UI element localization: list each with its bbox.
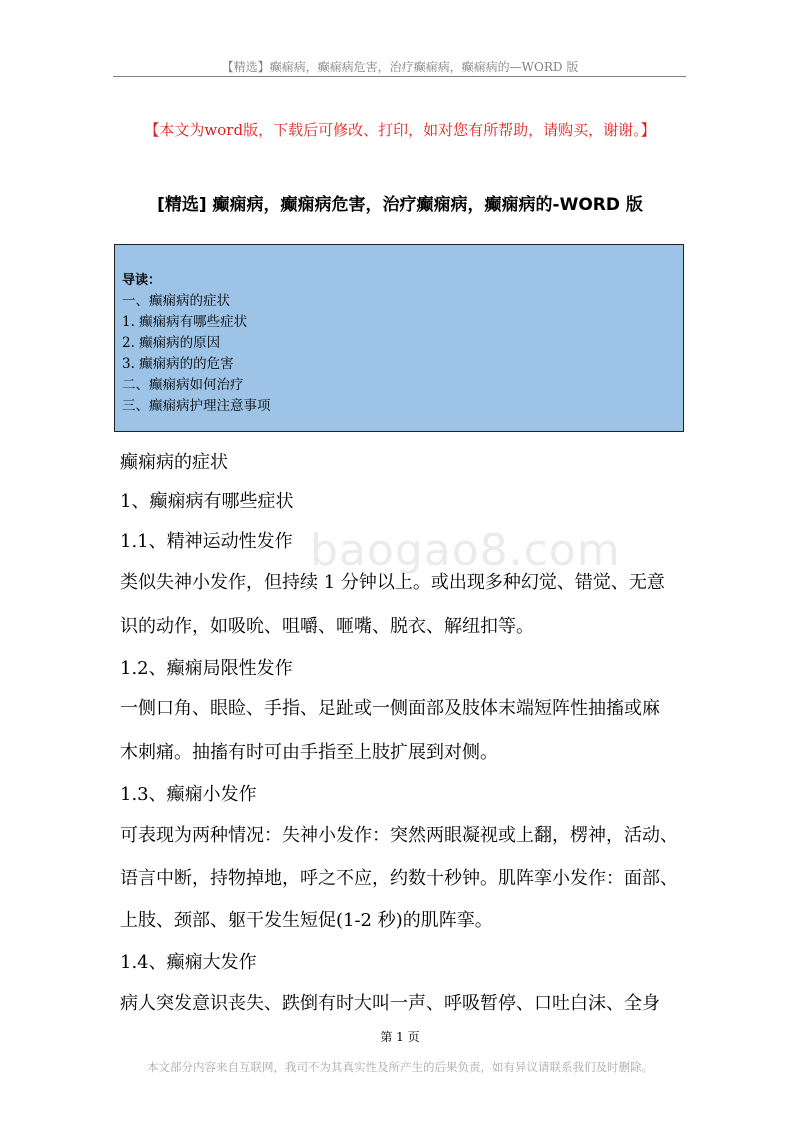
header-divider (113, 76, 686, 77)
paragraph-line: 病人突发意识丧失、跌倒有时大叫一声、呼吸暂停、口吐白沫、全身 (120, 993, 660, 1014)
subsection-heading: 1.3、癫痫小发作 (120, 784, 257, 805)
subsection-heading: 1、癫痫病有哪些症状 (120, 491, 294, 512)
watermark: baogao8.com (310, 525, 621, 576)
section-heading: 癫痫病的症状 (120, 452, 228, 473)
footer-disclaimer: 本文部分内容来自互联网，我司不为其真实性及所产生的后果负责，如有异议请联系我们及时删除。 (147, 1060, 653, 1074)
table-of-contents (114, 244, 684, 432)
paragraph-line: 一侧口角、眼睑、手指、足趾或一侧面部及肢体末端短阵性抽搐或麻 (120, 698, 660, 719)
purchase-notice: 【本文为word版，下载后可修改、打印，如对您有所帮助，请购买，谢谢。】 (144, 121, 656, 139)
paragraph-line: 木刺痛。抽搐有时可由手指至上肢扩展到对侧。 (120, 742, 498, 763)
toc-heading: 导读： (122, 273, 162, 288)
page-number: 第 1 页 (380, 1030, 420, 1044)
subsection-heading: 1.2、癫痫局限性发作 (120, 658, 293, 679)
toc-item: 3. 癫痫病的的危害 (122, 356, 234, 372)
paragraph-line: 类似失神小发作，但持续 1 分钟以上。或出现多种幻觉、错觉、无意 (120, 572, 665, 593)
subsection-heading: 1.4、癫痫大发作 (120, 952, 257, 973)
paragraph-line: 识的动作，如吸吮、咀嚼、咂嘴、脱衣、解纽扣等。 (120, 616, 534, 637)
toc-item: 一、癫痫病的症状 (122, 293, 230, 309)
paragraph-line: 语言中断，持物掉地，呼之不应，约数十秒钟。肌阵挛小发作：面部、 (120, 868, 678, 889)
toc-item: 2. 癫痫病的原因 (122, 335, 221, 351)
toc-item: 二、癫痫病如何治疗 (122, 377, 244, 393)
paragraph-line: 可表现为两种情况：失神小发作：突然两眼凝视或上翻，楞神，活动、 (120, 825, 678, 846)
paragraph-line: 上肢、颈部、躯干发生短促(1-2 秒)的肌阵挛。 (120, 910, 493, 931)
toc-item: 三、癫痫病护理注意事项 (122, 398, 271, 414)
toc-item: 1. 癫痫病有哪些症状 (122, 314, 248, 330)
document-title: [精选] 癫痫病，癫痫病危害，治疗癫痫病，癫痫病的-WORD 版 (157, 195, 643, 215)
header-text: 【精选】癫痫病，癫痫病危害，治疗癫痫病，癫痫病的—WORD 版 (221, 60, 579, 74)
subsection-heading: 1.1、精神运动性发作 (120, 531, 293, 552)
